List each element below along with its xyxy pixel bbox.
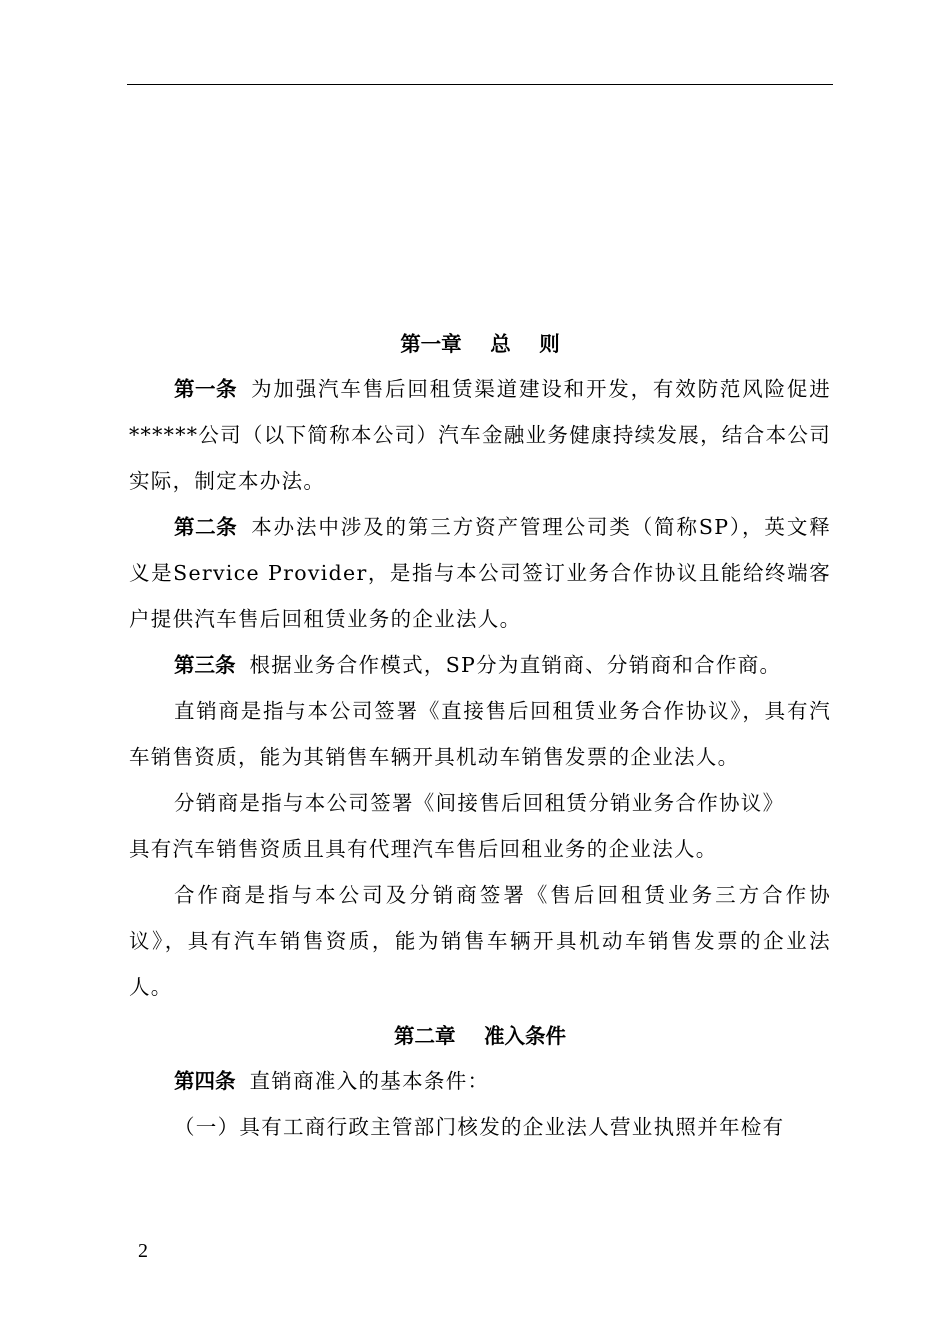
article-2-text: 本办法中涉及的第三方资产管理公司类（简称SP），英文释义是Service Provider，是指与本公司签订业务合作协议且能给终端客户提供汽车售后回租赁业务的企业法人。 bbox=[129, 515, 832, 631]
article-2 bbox=[129, 504, 831, 642]
distributor-paragraph-line2: 具有汽车销售资质且具有代理汽车售后回租业务的企业法人。 bbox=[129, 837, 718, 861]
chapter-2-heading: 第二章 准入条件 bbox=[393, 1024, 567, 1048]
article-1 bbox=[129, 366, 831, 504]
condition-item-1: （一）具有工商行政主管部门核发的企业法人营业执照并年检有 bbox=[174, 1115, 785, 1139]
article-4-label: 第四条 bbox=[174, 1069, 236, 1093]
header-rule bbox=[127, 84, 833, 85]
article-4-text: 直销商准入的基本条件： bbox=[249, 1069, 490, 1093]
article-1-label: 第一条 bbox=[174, 377, 238, 401]
partner-paragraph: 合作商是指与本公司及分销商签署《售后回租赁业务三方合作协议》，具有汽车销售资质，能为销售车辆开具机动车销售发票的企业法人。 bbox=[129, 883, 831, 999]
page-number: 2 bbox=[138, 1240, 148, 1262]
distributor-paragraph-line1: 分销商是指与本公司签署《间接售后回租赁分销业务合作协议》 bbox=[174, 791, 785, 815]
article-3-label: 第三条 bbox=[174, 653, 236, 677]
chapter-1-heading: 第一章 总 则 bbox=[400, 332, 560, 356]
article-3 bbox=[129, 642, 831, 688]
article-4 bbox=[129, 1058, 831, 1104]
article-1-text: 为加强汽车售后回租赁渠道建设和开发，有效防范风险促进******公司（以下简称本公司）汽车金融业务健康持续发展，结合本公司实际，制定本办法。 bbox=[129, 377, 831, 493]
document-body bbox=[129, 322, 831, 1150]
article-3-text: 根据业务合作模式，SP分为直销商、分销商和合作商。 bbox=[249, 653, 782, 677]
direct-dealer-paragraph: 直销商是指与本公司签署《直接售后回租赁业务合作协议》，具有汽车销售资质，能为其销售车辆开具机动车销售发票的企业法人。 bbox=[129, 699, 831, 769]
article-2-label: 第二条 bbox=[174, 515, 238, 539]
